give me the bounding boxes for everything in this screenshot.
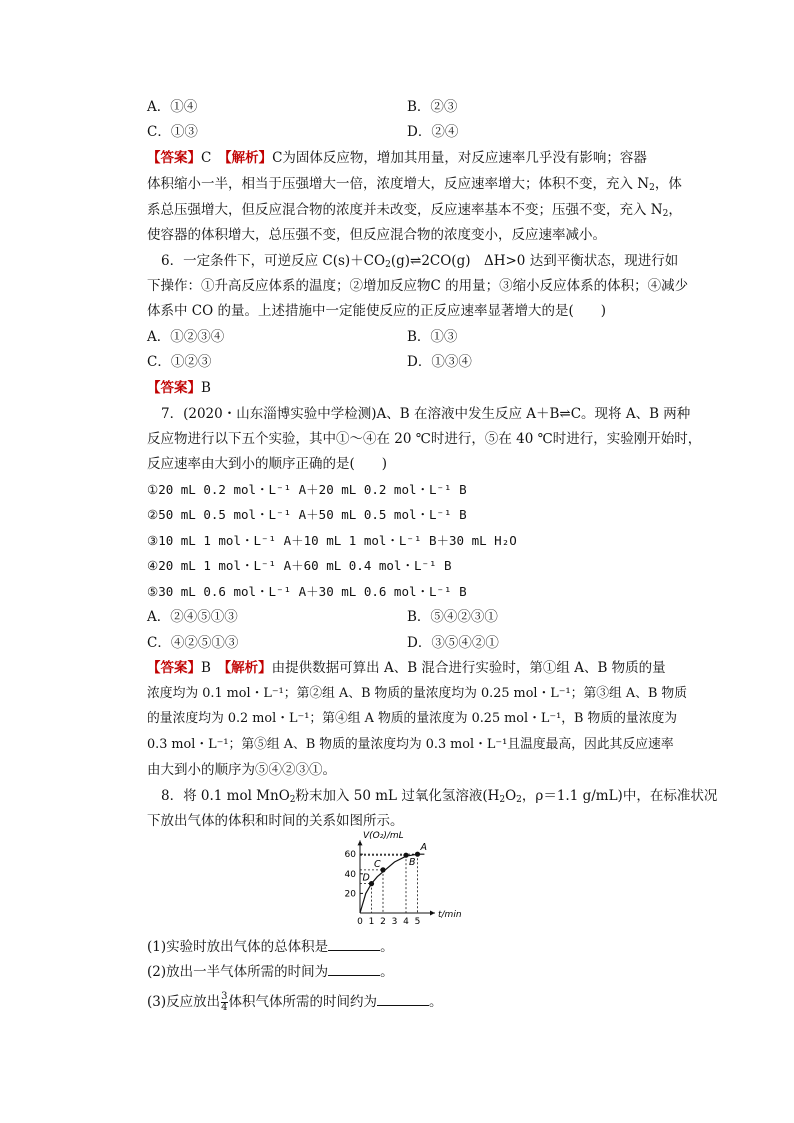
q8-subquestion-3: (3)反应放出 $\frac{3}{4}$ 体积气体所需的时间约为 。: [147, 991, 443, 1013]
x-tick-label: 5: [414, 917, 421, 927]
q6-stem-line3: 体系中 CO 的量。上述措施中一定能使反应的正反应速率显著增大的是( ): [147, 303, 607, 319]
x-tick-label: 3: [391, 917, 398, 927]
y-tick-label: 40: [344, 869, 356, 880]
q5-analysis-line2: 体积缩小一半，相当于压强增大一倍，浓度增大，反应速率增大；体积不变，充入 $N_2$，体: [147, 176, 682, 193]
q7-experiment-4: ④20 mL 1 mol・L⁻¹ A＋60 mL 0.4 mol・L⁻¹ B: [147, 558, 452, 573]
q7-stem-line1: 7．(2020・山东淄博实验中学检测)A、B 在溶液中发生反应 A＋B⇌C。现将 A、B 两种: [161, 406, 691, 422]
point-label: C: [374, 858, 381, 870]
answer-label: 【答案】: [147, 660, 201, 676]
q7-option-c: C．④②⑤①③: [147, 635, 239, 651]
answer-value: B: [201, 660, 211, 676]
q7-stem-line2: 反应物进行以下五个实验，其中①～④在 20 ℃时进行，⑤在 40 ℃时进行，实验刚开始时，: [147, 431, 702, 447]
q5-option-b: B．②③: [407, 99, 458, 115]
q8-subquestion-2: (2)放出一半气体所需的时间为 。: [147, 964, 394, 980]
q8-stem-line1: 8．将 0.1 mol MnO$_2$粉末加入 50 mL 过氧化氢溶液($H_2O_2$，ρ＝1.1 g/mL)中，在标准状况: [161, 788, 718, 805]
y-tick-label: 20: [344, 889, 356, 900]
equilibrium-arrow-icon: ⇌: [559, 406, 571, 422]
q7-analysis-line5: 由大到小的顺序为⑤④②③①。: [147, 762, 336, 778]
q6-option-a: A．①②③④: [147, 329, 225, 345]
q5-answer-line: [147, 149, 647, 167]
data-point: [403, 853, 408, 858]
volume-time-chart: [325, 830, 485, 930]
x-tick-label: 2: [380, 917, 386, 927]
q6-answer-line: [147, 379, 211, 397]
q7-analysis-line2: 浓度均为 0.1 mol・L⁻¹；第②组 A、B 物质的量浓度均为 0.25 mol・L⁻¹；第③组 A、B 物质: [147, 686, 688, 701]
q7-option-b: B．⑤④②③①: [407, 609, 498, 625]
q7-analysis-line4: 0.3 mol・L⁻¹；第⑤组 A、B 物质的量浓度均为 0.3 mol・L⁻¹且温度最高，因此其反应速率: [147, 737, 674, 752]
q5-option-d: D．②④: [407, 124, 459, 140]
q7-stem-line3: 反应速率由大到小的顺序正确的是( ): [147, 456, 388, 472]
point-label: A: [420, 842, 427, 854]
analysis-label: 【解析】: [224, 660, 272, 676]
q5-option-a: A．①④: [147, 99, 198, 115]
analysis-text: C为固体反应物，增加其用量，对反应速率几乎没有影响；容器: [272, 150, 647, 166]
answer-blank: [328, 938, 380, 951]
q7-option-d: D．③⑤④②①: [407, 635, 499, 651]
q6-stem-line1: 6．一定条件下，可逆反应 $C(s)+CO_2(g)\rightleftharpoons 2CO(g)$ ΔH>0 达到平衡状态，现进行如: [161, 253, 679, 270]
q7-experiment-2: ②50 mL 0.5 mol・L⁻¹ A＋50 mL 0.5 mol・L⁻¹ B: [147, 507, 467, 522]
answer-label: 【答案】: [147, 150, 201, 166]
equilibrium-arrow-icon: ⇌: [410, 253, 422, 269]
y-tick-label: 60: [344, 850, 356, 861]
answer-label: 【答案】: [147, 380, 201, 396]
q7-answer-line: [147, 659, 666, 677]
q6-option-c: C．①②③: [147, 354, 212, 370]
x-axis-arrow: [430, 911, 435, 916]
q7-experiment-3: ③10 mL 1 mol・L⁻¹ A＋10 mL 1 mol・L⁻¹ B＋30 mL H₂O: [147, 533, 517, 548]
q5-option-c: C．①③: [147, 124, 198, 140]
q8-subquestion-1: (1)实验时放出气体的总体积是 。: [147, 939, 394, 955]
q5-analysis-line3: 系总压强增大，但反应混合物的浓度并未改变，反应速率基本不变；压强不变，充入 $N_2$，: [147, 202, 682, 219]
x-tick-label: 4: [403, 917, 409, 927]
x-tick-label: 0: [357, 917, 363, 927]
q7-option-a: A．②④⑤①③: [147, 609, 238, 625]
x-axis-label: t/min: [438, 910, 462, 920]
q8-stem-line2: 下放出气体的体积和时间的关系如图所示。: [147, 813, 404, 829]
q6-option-b: B．①③: [407, 329, 458, 345]
analysis-label: 【解析】: [224, 150, 273, 166]
q7-analysis-line3: 的量浓度均为 0.2 mol・L⁻¹；第④组 A 物质的量浓度为 0.25 mol・L⁻¹，B 物质的量浓度为: [147, 711, 678, 726]
data-point: [380, 867, 385, 872]
answer-blank: [328, 963, 380, 976]
answer-blank: [377, 993, 429, 1006]
answer-value: B: [201, 380, 211, 396]
q7-experiment-1: ①20 mL 0.2 mol・L⁻¹ A＋20 mL 0.2 mol・L⁻¹ B: [147, 482, 467, 497]
x-tick-label: 1: [368, 917, 375, 927]
q7-experiment-5: ⑤30 mL 0.6 mol・L⁻¹ A＋30 mL 0.6 mol・L⁻¹ B: [147, 584, 467, 599]
point-label: D: [362, 872, 370, 884]
answer-value: C: [201, 150, 212, 166]
y-axis-arrow: [358, 840, 363, 845]
analysis-text: 由提供数据可算出 A、B 混合进行实验时，第①组 A、B 物质的量: [271, 660, 666, 676]
q6-stem-line2: 下操作：①升高反应体系的温度；②增加反应物C 的用量；③缩小反应体系的体积；④减少: [147, 278, 689, 294]
y-axis-label: V(O₂)/mL: [363, 831, 404, 841]
q6-option-d: D．①③④: [407, 354, 472, 370]
q5-analysis-line4: 使容器的体积增大，总压强不变，但反应混合物的浓度变小，反应速率减小。: [147, 227, 606, 243]
data-point: [415, 852, 420, 857]
fraction: $\frac{3}{4}$: [221, 991, 228, 1013]
point-label: B: [409, 857, 416, 869]
